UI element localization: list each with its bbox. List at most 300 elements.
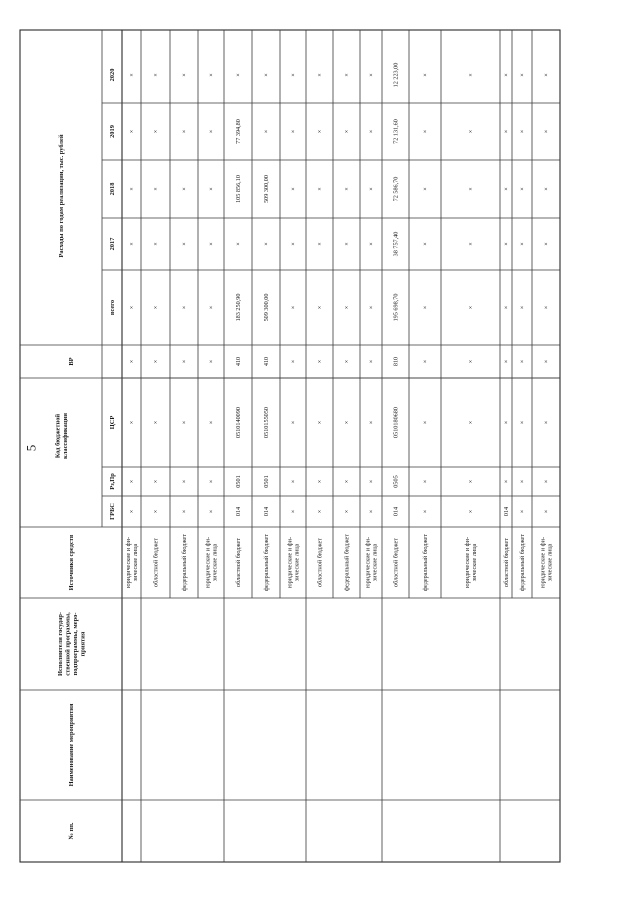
row-y2019	[208, 130, 215, 134]
row-rzpr-line: ×	[128, 479, 136, 484]
row-grbs-line: ×	[208, 509, 216, 514]
row-total	[290, 306, 297, 310]
row-y2018-line: 509 300,00	[263, 175, 271, 203]
row-y2019-line: ×	[152, 129, 160, 134]
row-y2020-line: ×	[422, 73, 430, 77]
row-total	[503, 306, 510, 310]
row-y2019	[519, 130, 526, 134]
header-year-2017-line: 2017	[109, 237, 117, 251]
row-y2020	[344, 73, 351, 77]
row-y2018	[290, 187, 297, 191]
row-rzpr-line: ×	[152, 479, 160, 484]
row-rzpr-line: 0505	[392, 475, 400, 488]
row-source-line: юридические и фи-	[464, 536, 472, 589]
row-vr-line: ×	[152, 359, 160, 364]
row-total-line: 183 250,90	[235, 293, 243, 322]
row-y2017-line: ×	[316, 242, 324, 246]
row-y2017	[503, 242, 510, 246]
table-border	[20, 30, 560, 862]
row-source	[503, 538, 510, 587]
row-y2018	[393, 177, 400, 202]
row-rzpr-line: ×	[316, 479, 324, 484]
row-total-line: ×	[519, 305, 527, 310]
row-y2020-line: ×	[503, 73, 511, 77]
row-y2017	[263, 242, 270, 246]
row-total-line: 509 300,00	[263, 293, 271, 322]
page-number: 5	[23, 444, 39, 452]
row-vr	[181, 360, 188, 364]
header-budget-code-line: классификации	[61, 413, 69, 459]
row-vr-line: ×	[316, 359, 324, 364]
row-y2017-line: ×	[519, 242, 527, 246]
row-source-line: областной бюджет	[152, 538, 160, 587]
row-y2020-line: ×	[263, 73, 271, 77]
row-y2017-line: ×	[152, 242, 160, 246]
row-rzpr	[422, 480, 429, 484]
row-rzpr	[317, 480, 324, 484]
row-y2017	[208, 242, 215, 246]
row-y2020-line: ×	[316, 73, 324, 77]
row-csr	[235, 407, 242, 438]
row-rzpr	[503, 480, 510, 484]
row-y2019-line: ×	[128, 129, 136, 134]
row-y2018	[235, 175, 242, 203]
row-grbs	[468, 510, 475, 514]
row-y2019	[153, 130, 160, 134]
row-y2019	[368, 130, 375, 134]
header-year-2020-line: 2020	[109, 68, 117, 82]
row-y2020	[317, 73, 324, 77]
row-y2019-line: ×	[290, 129, 298, 134]
row-source	[235, 538, 242, 587]
row-source	[365, 537, 379, 588]
row-vr-line: ×	[422, 359, 430, 364]
row-total-line: ×	[208, 305, 216, 310]
row-y2018-line: 105 856,10	[235, 175, 243, 203]
row-vr-line: ×	[290, 359, 298, 364]
row-y2020	[393, 63, 400, 88]
header-year-2019-line: 2019	[109, 125, 117, 138]
header-num	[68, 822, 75, 839]
row-source	[205, 537, 219, 588]
row-y2020	[153, 73, 160, 77]
row-y2017-line: ×	[343, 242, 351, 246]
row-vr-line: ×	[181, 359, 189, 364]
row-y2020-line: ×	[128, 73, 136, 77]
row-y2017-line: ×	[263, 242, 271, 246]
row-source	[153, 538, 160, 587]
row-y2020	[235, 73, 242, 77]
row-rzpr	[368, 480, 375, 484]
header-grbs-line: ГРБС	[109, 503, 117, 520]
header-total	[109, 300, 116, 315]
row-y2020-line: 12 223,00	[392, 62, 400, 88]
row-y2018	[543, 187, 550, 191]
row-y2020	[208, 73, 215, 77]
row-rzpr-line: 0501	[235, 475, 243, 488]
row-vr	[344, 360, 351, 364]
row-vr-line: ×	[343, 359, 351, 364]
header-vr-line: ВР	[68, 357, 76, 366]
header-source-line: Источники средств	[68, 534, 76, 591]
header-expenses-line: Расходы по годам реализации, тыс. рублей	[58, 134, 66, 258]
row-grbs-line: ×	[519, 509, 527, 514]
row-grbs-line: ×	[316, 509, 324, 514]
row-y2017-line: ×	[128, 242, 136, 246]
row-y2018-line: ×	[290, 187, 298, 191]
row-total-line: ×	[368, 305, 376, 310]
header-year-2017	[109, 237, 116, 251]
header-source	[68, 534, 75, 590]
row-rzpr	[153, 480, 160, 484]
row-y2018-line: ×	[422, 187, 430, 191]
row-rzpr-line: ×	[208, 479, 216, 484]
row-y2020-line: ×	[208, 73, 216, 77]
row-grbs-line: 014	[235, 506, 243, 517]
row-vr-line: ×	[519, 359, 527, 364]
row-vr	[368, 360, 375, 364]
row-y2020	[422, 73, 429, 77]
row-rzpr	[181, 480, 188, 484]
row-csr-line: 0510140090	[235, 407, 243, 438]
row-csr	[543, 421, 550, 425]
row-csr-line: ×	[128, 420, 136, 425]
row-source-line: федеральный бюджет	[422, 534, 430, 591]
header-expenses	[58, 134, 65, 257]
row-csr	[290, 421, 297, 425]
row-y2017	[344, 242, 351, 246]
header-executor-line: подпрограммы, меро-	[71, 612, 79, 676]
row-rzpr	[468, 480, 475, 484]
row-source	[540, 537, 554, 588]
row-grbs-line: ×	[467, 509, 475, 514]
row-total	[519, 306, 526, 310]
row-rzpr-line: ×	[290, 479, 298, 484]
row-vr	[208, 360, 215, 364]
row-y2019-line: 72 131,60	[392, 119, 400, 144]
row-y2017	[153, 242, 160, 246]
row-y2019	[129, 130, 136, 134]
row-y2017	[290, 242, 297, 246]
row-total	[181, 306, 188, 310]
row-y2017-line: ×	[422, 242, 430, 246]
header-num-line: № пп.	[68, 822, 76, 840]
row-grbs	[317, 510, 324, 514]
row-grbs	[368, 510, 375, 514]
row-csr-line: ×	[343, 420, 351, 425]
header-year-2019	[109, 125, 116, 138]
row-y2018	[208, 187, 215, 191]
row-source-line: федеральный бюджет	[263, 534, 271, 591]
header-executor-line: Исполнители государ-	[57, 612, 65, 676]
row-source-line: юридические и фи-	[204, 536, 212, 589]
row-grbs-line: ×	[152, 509, 160, 514]
header-grbs	[109, 503, 116, 520]
row-y2019	[422, 130, 429, 134]
row-total-line: ×	[181, 305, 189, 310]
row-source	[125, 537, 139, 588]
row-source-line: юридические и фи-	[364, 536, 372, 589]
row-source-line: зические лица	[546, 543, 554, 582]
row-csr	[263, 407, 270, 438]
row-total	[393, 294, 400, 322]
row-y2017-line: ×	[235, 242, 243, 246]
row-csr	[393, 407, 400, 438]
row-csr-line: ×	[152, 420, 160, 425]
row-y2020	[290, 73, 297, 77]
row-grbs	[181, 510, 188, 514]
row-total	[235, 294, 242, 322]
row-total-line: ×	[543, 305, 551, 310]
row-grbs	[503, 507, 510, 516]
row-y2020	[519, 73, 526, 77]
row-y2020	[181, 73, 188, 77]
header-csr-line: ЦСР	[109, 415, 117, 430]
row-y2019	[503, 130, 510, 134]
row-csr	[519, 421, 526, 425]
row-y2019-line: ×	[208, 129, 216, 134]
row-y2019-line: ×	[503, 129, 511, 134]
row-vr	[422, 360, 429, 364]
row-y2020-line: ×	[519, 73, 527, 77]
row-grbs	[129, 510, 136, 514]
row-y2020	[129, 73, 136, 77]
row-total	[263, 294, 270, 322]
row-csr-line: 0510155050	[263, 407, 271, 438]
row-grbs-line: 014	[392, 506, 400, 517]
row-csr	[317, 421, 324, 425]
row-y2020	[503, 73, 510, 77]
header-rzpr	[109, 473, 116, 490]
header-year-2018-line: 2018	[109, 182, 117, 196]
row-vr	[468, 360, 475, 364]
row-rzpr	[543, 480, 550, 484]
row-vr-line: ×	[128, 359, 136, 364]
row-rzpr-line: ×	[503, 479, 511, 484]
row-rzpr-line: ×	[343, 479, 351, 484]
row-y2019	[235, 119, 242, 144]
row-source-line: зические лица	[371, 543, 379, 582]
row-vr-line: ×	[467, 359, 475, 364]
row-total-line: ×	[467, 305, 475, 310]
row-y2018-line: 72 586,70	[392, 176, 400, 202]
row-rzpr	[208, 480, 215, 484]
row-y2020-line: ×	[235, 73, 243, 77]
row-vr-line: 410	[235, 356, 243, 367]
row-y2019	[181, 130, 188, 134]
row-grbs	[153, 510, 160, 514]
header-executor-line: приятия	[79, 631, 87, 657]
row-y2017	[468, 242, 475, 246]
row-total-line: ×	[422, 305, 430, 310]
row-grbs-line: ×	[368, 509, 376, 514]
row-source	[287, 537, 301, 588]
row-vr	[519, 360, 526, 364]
row-source	[519, 534, 526, 591]
row-y2017	[422, 242, 429, 246]
row-grbs	[543, 510, 550, 514]
row-csr	[503, 421, 510, 425]
row-y2017	[129, 242, 136, 246]
row-y2018	[181, 187, 188, 191]
row-y2017	[543, 242, 550, 246]
row-total	[208, 306, 215, 310]
row-y2020-line: ×	[543, 73, 551, 77]
row-grbs	[393, 507, 400, 516]
row-y2017	[181, 242, 188, 246]
header-year-2018	[109, 183, 116, 196]
row-total	[543, 306, 550, 310]
row-total	[129, 306, 136, 310]
row-total	[422, 306, 429, 310]
row-y2019-line: ×	[519, 129, 527, 134]
row-rzpr	[235, 475, 242, 487]
row-total	[153, 306, 160, 310]
row-csr	[129, 421, 136, 425]
row-source	[317, 538, 324, 587]
row-y2017-line: ×	[467, 242, 475, 246]
row-y2019-line: ×	[263, 129, 271, 134]
row-total	[344, 306, 351, 310]
row-grbs-line: ×	[543, 509, 551, 514]
row-total-line: ×	[128, 305, 136, 310]
row-y2018	[129, 187, 136, 191]
row-y2019-line: ×	[181, 129, 189, 134]
row-csr-line: ×	[422, 420, 430, 425]
row-csr-line: 0510180680	[392, 407, 400, 438]
row-grbs	[208, 510, 215, 514]
row-source-line: областной бюджет	[316, 538, 324, 587]
row-rzpr	[290, 480, 297, 484]
row-grbs	[235, 507, 242, 516]
row-grbs-line: ×	[128, 509, 136, 514]
row-source-line: юридические и фи-	[125, 536, 133, 589]
row-vr	[153, 360, 160, 364]
row-y2019	[317, 130, 324, 134]
row-source-line: федеральный бюджет	[343, 534, 351, 591]
row-csr-line: ×	[519, 420, 527, 425]
row-y2017	[368, 242, 375, 246]
row-y2020-line: ×	[152, 73, 160, 77]
row-y2018	[503, 187, 510, 191]
row-csr-line: ×	[316, 420, 324, 425]
row-grbs-line: ×	[422, 509, 430, 514]
row-y2019	[468, 130, 475, 134]
row-total-line: ×	[316, 305, 324, 310]
row-y2017	[235, 242, 242, 246]
row-y2019	[344, 130, 351, 134]
row-y2018	[368, 187, 375, 191]
row-y2020-line: ×	[368, 73, 376, 77]
row-y2017-line: ×	[290, 242, 298, 246]
row-csr-line: ×	[181, 420, 189, 425]
row-y2020	[468, 73, 475, 77]
header-name-line: Наименование мероприятия	[68, 703, 76, 787]
row-y2017-line: ×	[368, 242, 376, 246]
row-csr	[208, 421, 215, 425]
header-total-line: всего	[109, 299, 117, 316]
row-y2018	[317, 187, 324, 191]
row-vr	[129, 360, 136, 364]
row-source-line: зические лица	[132, 543, 140, 582]
row-y2018-line: ×	[128, 187, 136, 191]
row-y2020	[263, 73, 270, 77]
row-rzpr-line: ×	[422, 479, 430, 484]
row-total-line: ×	[343, 305, 351, 310]
row-grbs	[422, 510, 429, 514]
row-vr	[235, 357, 242, 366]
row-vr	[503, 360, 510, 364]
row-y2018-line: ×	[519, 187, 527, 191]
row-vr-line: ×	[543, 359, 551, 364]
row-csr	[468, 421, 475, 425]
row-vr	[263, 357, 270, 366]
row-y2019	[543, 130, 550, 134]
row-y2017	[519, 242, 526, 246]
row-csr-line: ×	[503, 420, 511, 425]
row-grbs	[263, 507, 270, 516]
row-source-line: федеральный бюджет	[181, 534, 189, 591]
header-rzpr-line: Рз,Пр	[109, 473, 117, 490]
header-executor	[57, 612, 86, 676]
row-y2019-line: ×	[422, 129, 430, 134]
row-vr-line: ×	[208, 359, 216, 364]
row-csr	[153, 421, 160, 425]
row-y2019-line: ×	[343, 129, 351, 134]
row-y2020-line: ×	[181, 73, 189, 77]
row-csr	[422, 421, 429, 425]
row-csr-line: ×	[467, 420, 475, 425]
row-vr	[393, 357, 400, 366]
row-total-line: ×	[290, 305, 298, 310]
row-source-line: юридические и фи-	[286, 536, 294, 589]
row-rzpr	[344, 480, 351, 484]
row-source	[181, 534, 188, 591]
row-grbs-line: ×	[181, 509, 189, 514]
row-grbs-line: ×	[290, 509, 298, 514]
row-total	[317, 306, 324, 310]
row-total	[368, 306, 375, 310]
row-source	[393, 538, 400, 587]
row-y2019-line: ×	[467, 129, 475, 134]
row-y2018	[422, 187, 429, 191]
row-y2019-line: ×	[368, 129, 376, 134]
row-grbs-line: 014	[503, 506, 511, 517]
row-y2019	[393, 119, 400, 144]
row-grbs	[344, 510, 351, 514]
row-vr	[543, 360, 550, 364]
row-y2019-line: ×	[316, 129, 324, 134]
row-csr	[368, 421, 375, 425]
row-rzpr-line: ×	[368, 479, 376, 484]
row-y2017-line: ×	[181, 242, 189, 246]
row-source-line: юридические и фи-	[539, 536, 547, 589]
header-budget-code-line: Код бюджетной	[54, 413, 62, 459]
row-y2017	[317, 242, 324, 246]
row-rzpr	[519, 480, 526, 484]
row-y2018-line: ×	[208, 187, 216, 191]
row-source-line: областной бюджет	[392, 538, 400, 587]
row-total	[468, 306, 475, 310]
row-csr-line: ×	[368, 420, 376, 425]
row-y2019-line: 77 394,80	[235, 119, 243, 144]
row-vr-line: 410	[263, 356, 271, 367]
header-budget-code	[55, 413, 69, 459]
row-source	[464, 537, 478, 588]
row-total-line: ×	[503, 305, 511, 310]
row-rzpr-line: ×	[181, 479, 189, 484]
row-total-line: 195 698,70	[392, 293, 400, 322]
